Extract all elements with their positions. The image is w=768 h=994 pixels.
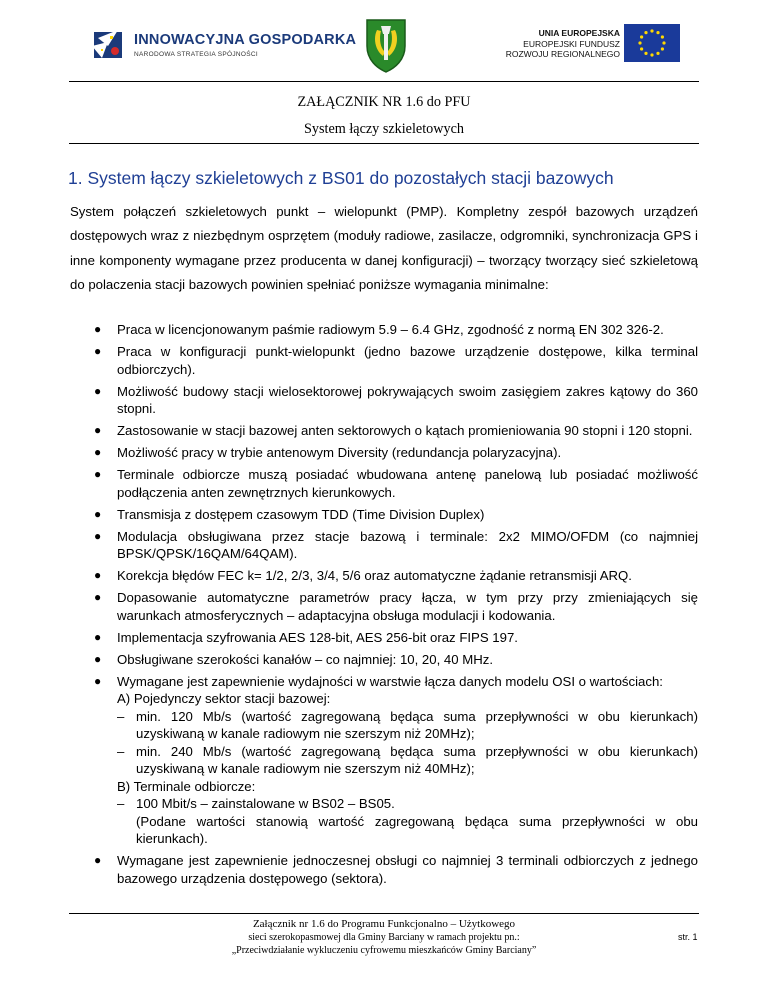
annex-subject: System łączy szkieletowych xyxy=(304,121,464,137)
list-item: ● Implementacja szyfrowania AES 128-bit, AES 256-bit oraz FIPS 197. xyxy=(94,629,518,645)
bullet-icon: ● xyxy=(94,673,102,688)
bullet-icon: ● xyxy=(94,528,102,543)
dash-icon: – xyxy=(117,708,125,724)
eu-label-line1: UNIA EUROPEJSKA xyxy=(538,28,620,38)
terminal-heading: B) Terminale odbiorcze: xyxy=(117,778,256,794)
innowacyjna-title: INNOWACYJNA GOSPODARKA xyxy=(134,32,357,48)
list-item: ● Dopasowanie automatyczne parametrów pracy łącza, w tym przy przy zmieniających się warunkach atmosferycznych – adaptacyjna obsługa modulacji i kodowania. xyxy=(94,590,698,623)
list-item: ● Zastosowanie w stacji bazowej anten sektorowych o kątach promieniowania 90 stopni i 120 stopni. xyxy=(94,423,693,438)
throughput-note: (Podane wartości stanowią wartość zagregowaną będąca suma przepływności w obu kierunkach). xyxy=(136,813,698,846)
page-footer xyxy=(0,918,768,957)
eu-label-line2: EUROPEJSKI FUNDUSZ xyxy=(523,38,620,49)
list-item: ● Wymagane jest zapewnienie jednoczesnej obsługi co najmniej 3 terminali odbiorczych z jednego bazowego urządzenia dostępowego (sektora). xyxy=(94,853,698,886)
innowacyjna-gospodarka-logo xyxy=(88,24,357,72)
annex-title: ZAŁĄCZNIK NR 1.6 do PFU xyxy=(297,94,471,110)
dash-icon: – xyxy=(117,796,125,811)
list-item: ● Transmisja z dostępem czasowym TDD (Time Division Duplex) xyxy=(94,506,485,522)
list-item: ● Terminale odbiorcze muszą posiadać wbudowana antenę panelową lub posiadać możliwość podłączenia anten zewnętrznych kierunkowych. xyxy=(94,467,698,500)
sector-heading: A) Pojedynczy sektor stacji bazowej: xyxy=(117,691,331,706)
header-logos xyxy=(0,12,768,82)
eu-label-line3: ROZWOJU REGIONALNEGO xyxy=(505,49,620,59)
bullet-icon: ● xyxy=(94,629,102,644)
footer-rule xyxy=(69,913,699,914)
header-top-rule xyxy=(69,81,699,82)
sector-requirement: – min. 120 Mb/s (wartość zagregowaną będąca suma przepływności w obu kierunkach) uzyskiwaną w kanale radiowym nie szerszym niż 20MHz); xyxy=(117,708,698,741)
list-item: ● Możliwość budowy stacji wielosektorowej pokrywających swoim zasięgiem zakres kątowy do 360 stopni. xyxy=(94,383,698,416)
section-heading: 1. System łączy szkieletowych z BS01 do pozostałych stacji bazowych xyxy=(68,168,614,188)
innowacyjna-subtitle: NARODOWA STRATEGIA SPÓJNOŚCI xyxy=(134,51,258,58)
bullet-icon: ● xyxy=(94,445,102,459)
footer-line-3: „Przeciwdziałanie wykluczeniu cyfrowemu mieszkańców Gminy Barciany” xyxy=(231,945,537,956)
list-item: ● Praca w licencjonowanym paśmie radiowym 5.9 – 6.4 GHz, zgodność z normą EN 302 326-2. xyxy=(94,322,664,337)
eu-fund-label xyxy=(505,28,620,60)
bullet-icon: ● xyxy=(94,467,102,481)
terminal-requirement: – 100 Mbit/s – zainstalowane w BS02 – BS05. xyxy=(117,796,395,811)
bullet-icon: ● xyxy=(94,383,102,398)
sector-requirement: – min. 240 Mb/s (wartość zagregowaną będąca suma przepływności w obu kierunkach) uzyskiwaną w kanale radiowym nie szerszym niż 40MHz); xyxy=(117,743,698,776)
eu-flag-icon xyxy=(624,24,680,62)
bullet-icon: ● xyxy=(94,506,102,521)
throughput-item xyxy=(0,673,698,848)
footer-line-1: Załącznik nr 1.6 do Programu Funkcjonalno – Użytkowego xyxy=(252,918,516,930)
gmina-coat-of-arms-icon xyxy=(363,16,409,74)
bullet-icon: ● xyxy=(94,853,102,867)
header-bottom-rule xyxy=(69,143,699,144)
bullet-icon: ● xyxy=(94,568,102,582)
throughput-lead: Wymagane jest zapewnienie wydajności w warstwie łącza danych modelu OSI o wartościach: xyxy=(117,673,663,689)
bullet-icon: ● xyxy=(94,322,102,336)
bullet-icon: ● xyxy=(94,651,102,666)
bullet-icon: ● xyxy=(94,423,102,437)
innowacyjna-star-icon xyxy=(88,24,128,64)
intro-paragraph: System połączeń szkieletowych punkt – wielopunkt (PMP). Kompletny zespół bazowych urządzeń dostępowych wraz z niezbędnym osprzętem (moduły radiowe, zasilacze, odgromniki, synchronizacja GPS i inne komponenty wymagane przez producenta w danej konfiguracji) – tworzący tworzący sieć szkieletową do polaczenia stacji bazowych powinien spełniać poniższe wymagania minimalne: xyxy=(70,204,698,292)
list-item: ● Modulacja obsługiwana przez stacje bazową i terminale: 2x2 MIMO/OFDM (co najmniej BPSK/QPSK/16QAM/64QAM). xyxy=(94,528,698,561)
bullet-icon: ● xyxy=(94,590,102,604)
dash-icon: – xyxy=(117,743,125,759)
bullet-icon: ● xyxy=(94,344,102,358)
list-item: ● Praca w konfiguracji punkt-wielopunkt (jedno bazowe urządzenie dostępowe, kilka terminal odbiorczych). xyxy=(94,344,698,377)
list-item: ● Korekcja błędów FEC k= 1/2, 2/3, 3/4, 5/6 oraz automatyczne żądanie retransmisji ARQ. xyxy=(94,568,632,583)
footer-line-2: sieci szerokopasmowej dla Gminy Barciany w ramach projektu pn.: xyxy=(248,932,520,943)
requirements-list xyxy=(0,321,768,892)
list-item: ● Możliwość pracy w trybie antenowym Diversity (redundancja polaryzacyjna). xyxy=(94,445,562,460)
page-number: str. 1 xyxy=(678,932,698,942)
list-item: ● Obsługiwane szerokości kanałów – co najmniej: 10, 20, 40 MHz. xyxy=(94,651,494,667)
